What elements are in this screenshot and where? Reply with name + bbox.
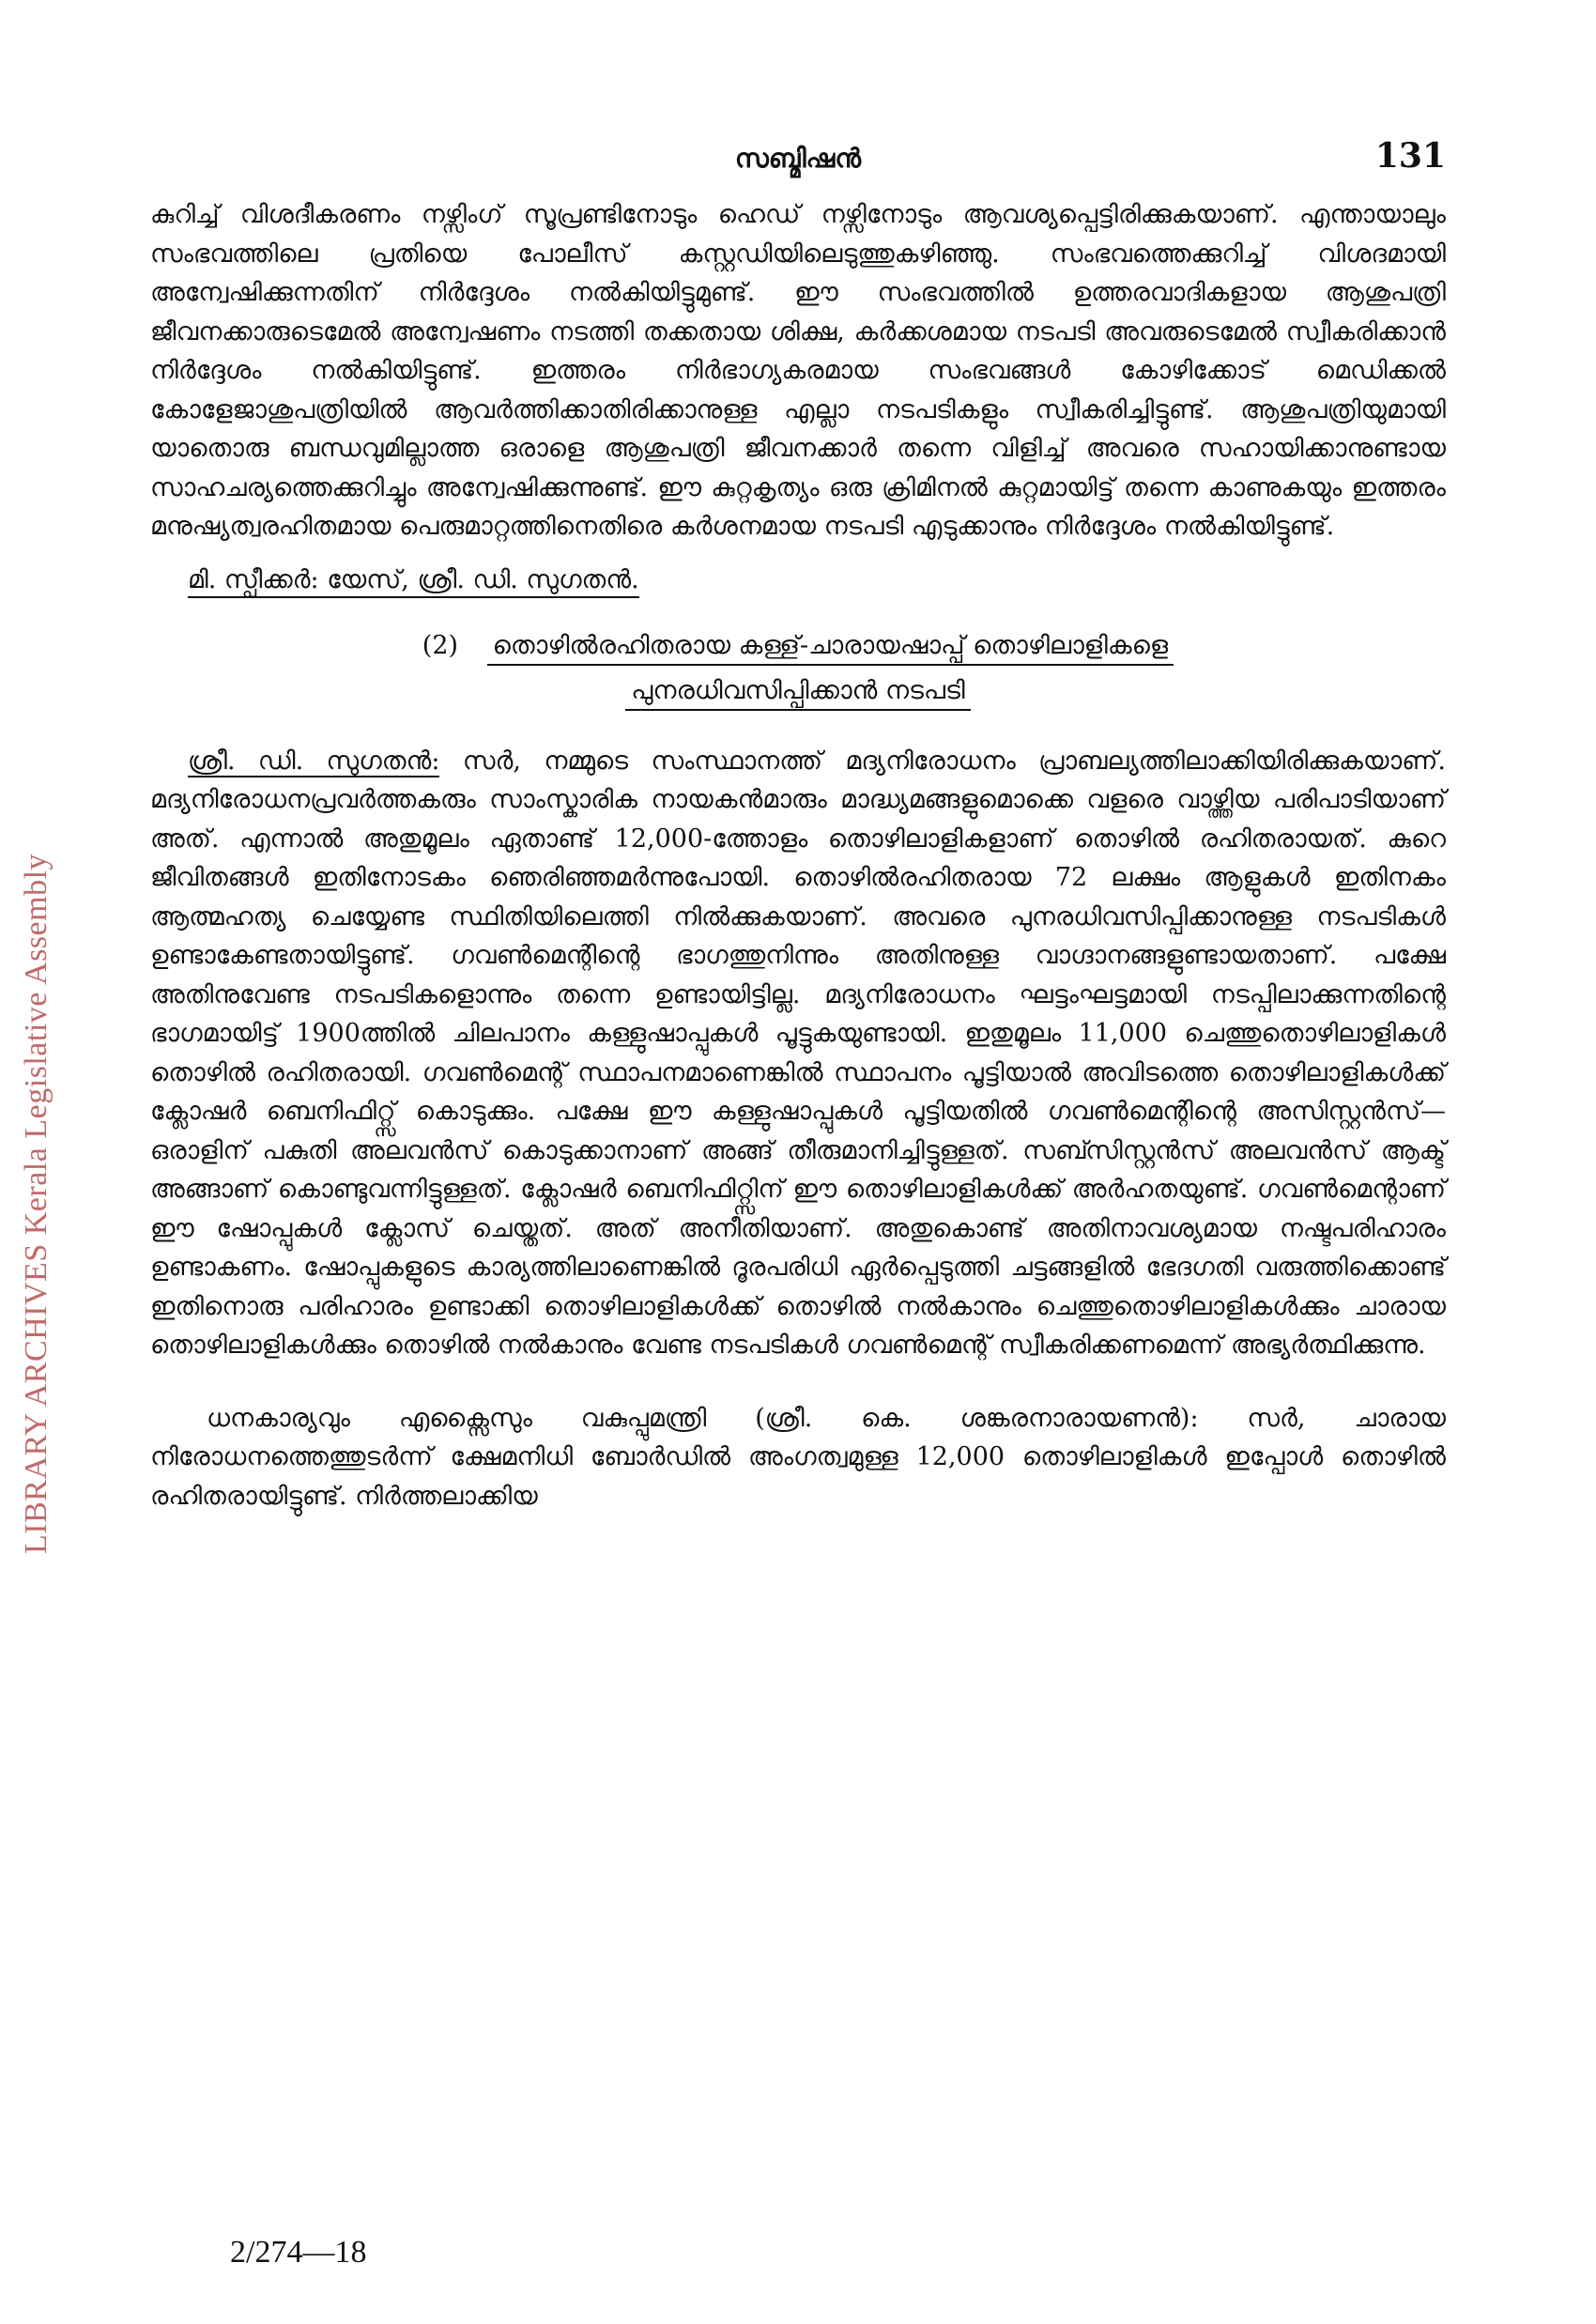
speaker-call: മി. സ്പീക്കർ: യേസ്, ശ്രീ. ഡി. സുഗതൻ. xyxy=(188,565,639,598)
paragraph-continuation: കുറിച്ച് വിശദീകരണം നഴ്സിംഗ് സൂപ്രണ്ടിനോടും ഹെഡ് നഴ്സിനോടും ആവശ്യപ്പെട്ടിരിക്കുകയാണ്. എന്തായാലും സംഭവത്തിലെ പ്രതിയെ പോലീസ് കസ്റ്റഡിയിലെടുത്തുകഴിഞ്ഞു. സംഭവത്തെക്കുറിച്ച് വിശദമായി അന്വേഷിക്കുന്നതിന് നിർദ്ദേശം നൽകിയിട്ടുമുണ്ട്. ഈ സംഭവത്തിൽ ഉത്തരവാദികളായ ആശുപത്രി ജീവനക്കാരുടെമേൽ അന്വേഷണം നടത്തി തക്കതായ ശിക്ഷ, കർക്കശമായ നടപടി അവരുടെമേൽ സ്വീകരിക്കാൻ നിർദ്ദേശം നൽകിയിട്ടുണ്ട്. ഇത്തരം നിർഭാഗ്യകരമായ സംഭവങ്ങൾ കോഴിക്കോട് മെഡിക്കൽ കോളേജാശുപത്രിയിൽ ആവർത്തിക്കാതിരിക്കാനുള്ള എല്ലാ നടപടികളും സ്വീകരിച്ചിട്ടുണ്ട്. ആശുപത്രിയുമായി യാതൊരു ബന്ധവുമില്ലാത്ത ഒരാളെ ആശുപത്രി ജീവനക്കാർ തന്നെ വിളിച്ച് അവരെ സഹായിക്കാനുണ്ടായ സാഹചര്യത്തെക്കുറിച്ചും അന്വേഷിക്കുന്നുണ്ട്. ഈ കുറ്റകൃത്യം ഒരു ക്രിമിനൽ കുറ്റമായിട്ട് തന്നെ കാണുകയും ഇത്തരം മനുഷ്യത്വരഹിതമായ പെരുമാറ്റത്തിനെതിരെ കർശനമായ നടപടി എടുക്കാനും നിർദ്ദേശം നൽകിയിട്ടുണ്ട്. xyxy=(150,200,1446,541)
document-page xyxy=(150,131,1446,1516)
submission-title-line1: തൊഴിൽരഹിതരായ കള്ള്-ചാരായഷാപ്പ് തൊഴിലാളികളെ xyxy=(487,631,1174,666)
page-number: 131 xyxy=(1374,136,1446,176)
running-head xyxy=(150,131,1446,188)
minister-reply-text: സർ, ചാരായ നിരോധനത്തെത്തുടർന്ന് ക്ഷേമനിധി ബോർഡിൽ അംഗത്വമുള്ള 12,000 തൊഴിലാളികൾ ഇപ്പോൾ തൊഴിൽ രഹിതരായിട്ടുണ്ട്. നിർത്തലാക്കിയ xyxy=(150,1403,1446,1511)
submission-number: (2) xyxy=(422,630,459,660)
member-speech-text: സർ, നമ്മുടെ സംസ്ഥാനത്ത് മദ്യനിരോധനം പ്രാബല്യത്തിലാക്കിയിരിക്കുകയാണ്. മദ്യനിരോധനപ്രവർത്തകരും സാംസ്കാരിക നായകൻമാരും മാദ്ധ്യമങ്ങളുമൊക്കെ വളരെ വാഴ്ത്തിയ പരിപാടിയാണ് അത്. എന്നാൽ അതുമൂലം ഏതാണ്ട് 12,000-ത്തോളം തൊഴിലാളികളാണ് തൊഴിൽ രഹിതരായത്. കുറെ ജീവിതങ്ങൾ ഇതിനോടകം ഞെരിഞ്ഞമർന്നുപോയി. തൊഴിൽരഹിതരായ 72 ലക്ഷം ആളുകൾ ഇതിനകം ആത്മഹത്യ ചെയ്യേണ്ട സ്ഥിതിയിലെത്തി നിൽക്കുകയാണ്. അവരെ പുനരധിവസിപ്പിക്കാനുള്ള നടപടികൾ ഉണ്ടാകേണ്ടതായിട്ടുണ്ട്. ഗവൺമെന്റിന്റെ ഭാഗത്തുനിന്നും അതിനുള്ള വാഗ്ദാനങ്ങളുണ്ടായതാണ്. പക്ഷേ അതിനുവേണ്ട നടപടികളൊന്നും തന്നെ ഉണ്ടായിട്ടില്ല. മദ്യനിരോധനം ഘട്ടംഘട്ടമായി നടപ്പിലാക്കുന്നതിന്റെ ഭാഗമായിട്ട് 1900ത്തിൽ ചിലപാനം കള്ളുഷാപ്പുകൾ പൂട്ടുകയുണ്ടായി. ഇതുമൂലം 11,000 ചെത്തുതൊഴിലാളികൾ തൊഴിൽ രഹിതരായി. ഗവൺമെന്റ് സ്ഥാപനമാണെങ്കിൽ സ്ഥാപനം പൂട്ടിയാൽ അവിടത്തെ തൊഴിലാളികൾക്ക് ക്ലോഷർ ബെനിഫിറ്റ്സ് കൊടുക്കും. പക്ഷേ ഈ കള്ളുഷാപ്പുകൾ പൂട്ടിയതിൽ ഗവൺമെന്റിന്റെ അസിസ്റ്റൻസ്—ഒരാളിന് പകുതി അലവൻസ് കൊടുക്കാനാണ് അങ്ങ് തീരുമാനിച്ചിട്ടുള്ളത്. സബ്സിസ്റ്റൻസ് അലവൻസ് ആക്ട് അങ്ങാണ് കൊണ്ടുവന്നിട്ടുള്ളത്. ക്ലോഷർ ബെനിഫിറ്റ്സിന് ഈ തൊഴിലാളികൾക്ക് അർഹതയുണ്ട്. ഗവൺമെന്റാണ് ഈ ഷോപ്പുകൾ ക്ലോസ് ചെയ്തത്. അത് അനീതിയാണ്. അതുകൊണ്ട് അതിനാവശ്യമായ നഷ്ടപരിഹാരം ഉണ്ടാകണം. ഷോപ്പുകളുടെ കാര്യത്തിലാണെങ്കിൽ ദൂരപരിധി ഏർപ്പെടുത്തി ചട്ടങ്ങളിൽ ഭേദഗതി വരുത്തിക്കൊണ്ട് ഇതിനൊരു പരിഹാരം ഉണ്ടാക്കി തൊഴിലാളികൾക്ക് തൊഴിൽ നൽകാനും ചെത്തുതൊഴിലാളികൾക്കും ചാരായ തൊഴിലാളികൾക്കും തൊഴിൽ നൽകാനും വേണ്ട നടപടികൾ ഗവൺമെന്റ് സ്വീകരിക്കണമെന്ന് അഭ്യർത്ഥിക്കുന്നു. xyxy=(150,746,1446,1360)
minister-name: ധനകാര്യവും എക്സൈസും വകുപ്പുമന്ത്രി (ശ്രീ. കെ. ശങ്കരനാരായണൻ): xyxy=(207,1403,1199,1433)
print-code: 2/274—18 xyxy=(230,2235,367,2270)
archive-stamp: LIBRARY ARCHIVES Kerala Legislative Assembly xyxy=(19,853,54,1554)
speaker-line xyxy=(150,562,1446,599)
member-name: ശ്രീ. ഡി. സുഗതൻ: xyxy=(188,746,440,776)
submission-heading xyxy=(150,627,1446,710)
submission-title-line2: പുനരധിവസിപ്പിക്കാൻ നടപടി xyxy=(625,676,970,711)
minister-reply xyxy=(150,1399,1446,1516)
page-title: സബ്മിഷൻ xyxy=(734,143,862,174)
member-speech xyxy=(150,742,1446,1365)
